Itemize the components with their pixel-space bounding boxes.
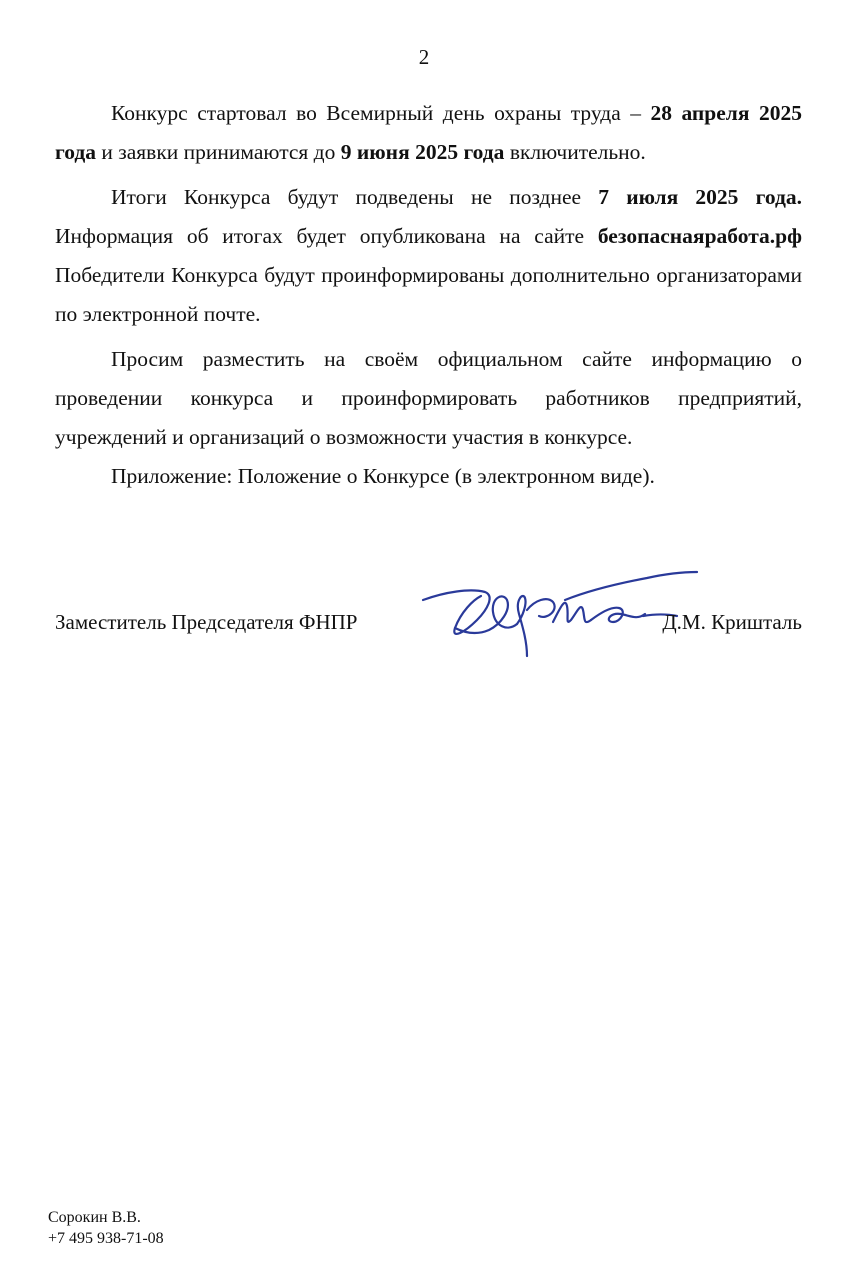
p1-text-2: и заявки принимаются до [95, 140, 341, 164]
paragraph-dates [55, 94, 802, 172]
p1-text-3: включительно. [504, 140, 646, 164]
signatory-name: Д.М. Кришталь [662, 610, 802, 634]
signatory-title: Заместитель Председателя ФНПР [55, 610, 358, 634]
contact-phone: +7 495 938-71-08 [48, 1230, 164, 1247]
letter-body [55, 94, 802, 496]
paragraph-appendix: Приложение: Положение о Конкурсе (в электронном виде). [111, 464, 655, 488]
p2-results-date: 7 июля 2025 года. [598, 185, 802, 209]
p1-text-1: Конкурс стартовал во Всемирный день охраны труда – [111, 101, 651, 125]
p2-website: безопаснаяработа.рф [597, 224, 802, 248]
contact-name: Сорокин В.В. [48, 1209, 141, 1226]
paragraph-request: Просим разместить на своём официальном сайте информацию о проведении конкурса и проинформировать работников предприятий, учреждений и организаций о возможности участия в конкурсе. [55, 347, 802, 449]
signature-block [55, 570, 802, 670]
footer-contact [48, 1207, 164, 1249]
p2-text-3: Победители Конкурса будут проинформированы дополнительно организаторами по электронной почте. [55, 263, 802, 326]
page-number: 2 [418, 45, 430, 69]
p1-deadline-date: 9 июня 2025 года [340, 140, 505, 164]
p2-text-2: Информация об итогах будет опубликована на сайте [55, 224, 598, 248]
p2-text-1: Итоги Конкурса будут подведены не позднее [111, 185, 599, 209]
p1-start-date: 28 апреля 2025 года [55, 101, 802, 164]
paragraph-results [55, 178, 802, 334]
